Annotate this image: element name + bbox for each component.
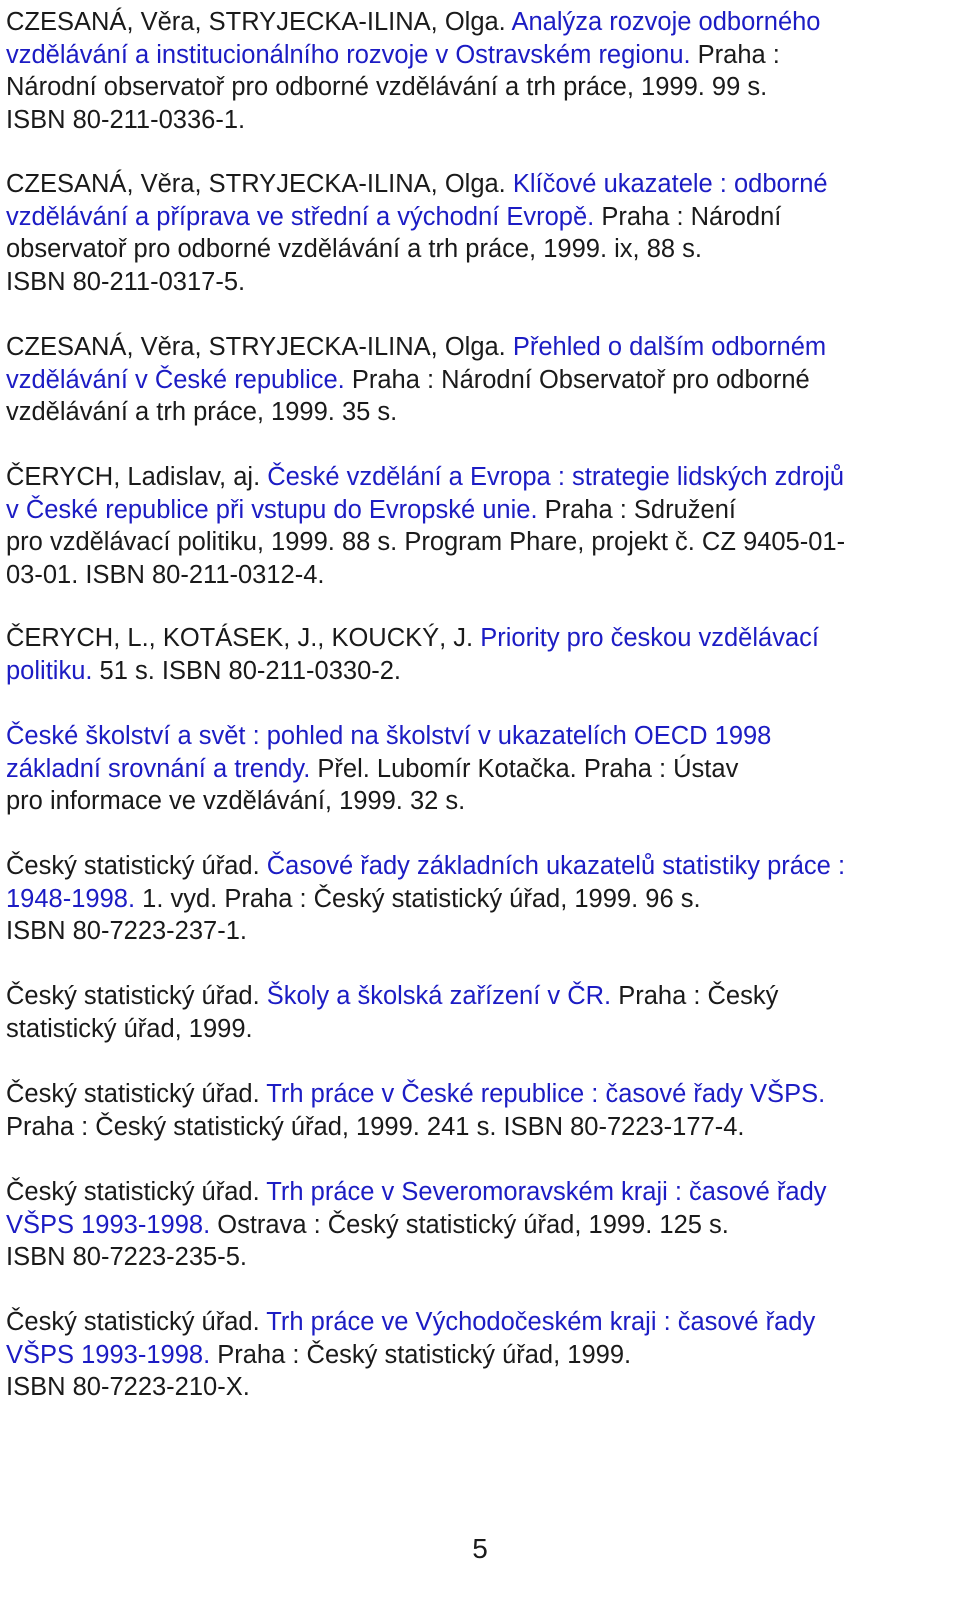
citation-text: ISBN 80-7223-237-1. xyxy=(6,917,247,945)
entry-line xyxy=(6,1371,952,1404)
page-number: 5 xyxy=(472,1533,488,1564)
citation-text: ISBN 80-211-0336-1. xyxy=(6,105,246,134)
bibliography-entry xyxy=(6,1078,952,1143)
citation-text: Praha : Sdružení xyxy=(537,495,736,524)
citation-text: ISBN 80-7223-235-5. xyxy=(6,1243,247,1271)
citation-text: Národní observatoř pro odborné vzdělávání a trh práce, 1999. 99 s. xyxy=(6,73,768,101)
citation-text: CZESANÁ, Věra, STRYJECKA-ILINA, Olga. xyxy=(6,8,512,36)
citation-text: Ostrava : Český statistický úřad, 1999. 125 s. xyxy=(210,1210,729,1239)
citation-text: ČERYCH, Ladislav, aj. xyxy=(6,463,268,491)
entry-line xyxy=(6,1241,952,1274)
citation-text: Český statistický úřad. xyxy=(6,1178,267,1206)
entry-line xyxy=(6,104,952,137)
citation-text: 51 s. ISBN 80-211-0330-2. xyxy=(92,656,402,685)
entry-line xyxy=(6,850,952,883)
citation-text: Český statistický úřad. xyxy=(6,1308,267,1336)
title-link[interactable]: vzdělávání a institucionálního rozvoje v Ostravském regionu. xyxy=(6,40,691,69)
title-link[interactable]: vzdělávání v České republice. xyxy=(6,365,345,394)
entry-line xyxy=(6,461,952,494)
citation-text: Český statistický úřad. xyxy=(6,982,267,1010)
entry-line xyxy=(6,622,952,655)
title-link[interactable]: 1948-1998. xyxy=(6,884,136,913)
entry-line xyxy=(6,720,952,753)
citation-text: Praha : Český statistický úřad, 1999. xyxy=(210,1340,632,1369)
entry-line xyxy=(6,233,952,266)
entry-line xyxy=(6,364,952,397)
title-link[interactable]: vzdělávání a příprava ve střední a východní Evropě. xyxy=(6,202,595,231)
entry-line xyxy=(6,201,952,234)
title-link[interactable]: Priority pro českou vzdělávací xyxy=(480,624,819,652)
citation-text: statistický úřad, 1999. xyxy=(6,1014,253,1043)
title-link[interactable]: Trh práce v Severomoravském kraji : časové řady xyxy=(266,1178,827,1206)
entry-line xyxy=(6,559,952,592)
bibliography-entry xyxy=(6,331,952,429)
entry-line xyxy=(6,1013,952,1046)
entry-line xyxy=(6,266,952,299)
bibliography-entry xyxy=(6,720,952,818)
citation-text: Praha : Národní xyxy=(594,202,782,231)
citation-text: pro vzdělávací politiku, 1999. 88 s. Program Phare, projekt č. CZ 9405-01- xyxy=(6,528,846,556)
entry-line xyxy=(6,526,952,559)
title-link[interactable]: Přehled o dalším odborném xyxy=(512,333,827,361)
entry-line xyxy=(6,1111,952,1144)
citation-text: vzdělávání a trh práce, 1999. 35 s. xyxy=(6,398,398,426)
title-link[interactable]: základní srovnání a trendy. xyxy=(6,754,311,783)
entry-line xyxy=(6,655,952,688)
citation-text: 03-01. ISBN 80-211-0312-4. xyxy=(6,560,325,589)
title-link[interactable]: Analýza rozvoje odborného xyxy=(511,8,821,36)
citation-text: pro informace ve vzdělávání, 1999. 32 s. xyxy=(6,787,466,815)
citation-text: observatoř pro odborné vzdělávání a trh práce, 1999. ix, 88 s. xyxy=(6,235,702,263)
citation-text: Český statistický úřad. xyxy=(6,1080,267,1108)
citation-text: Praha : Národní Observatoř pro odborné xyxy=(344,365,810,394)
title-link[interactable]: Klíčové ukazatele : odborné xyxy=(512,170,828,198)
entry-line xyxy=(6,494,952,527)
title-link[interactable]: politiku. xyxy=(6,656,93,685)
entry-line xyxy=(6,1209,952,1242)
entry-line xyxy=(6,168,952,201)
bibliography-entry xyxy=(6,850,952,948)
entry-line xyxy=(6,883,952,916)
title-link[interactable]: v České republice při vstupu do Evropské unie. xyxy=(6,495,538,524)
title-link[interactable]: Trh práce ve Východočeském kraji : časové řady xyxy=(266,1308,816,1336)
title-link[interactable]: Časové řady základních ukazatelů statistiky práce : xyxy=(266,852,846,880)
entry-line xyxy=(6,753,952,786)
citation-text: CZESANÁ, Věra, STRYJECKA-ILINA, Olga. xyxy=(6,333,513,361)
entry-line xyxy=(6,71,952,104)
title-link[interactable]: VŠPS 1993-1998. xyxy=(6,1210,211,1239)
bibliography-entry xyxy=(6,622,952,687)
title-link[interactable]: České školství a svět : pohled na školství v ukazatelích OECD 1998 xyxy=(6,722,772,750)
entry-line xyxy=(6,1176,952,1209)
citation-text: 1. vyd. Praha : Český statistický úřad, 1999. 96 s. xyxy=(135,884,701,913)
entry-line xyxy=(6,785,952,818)
entry-line xyxy=(6,6,952,39)
bibliography-entry xyxy=(6,980,952,1045)
entry-line xyxy=(6,39,952,72)
entry-line xyxy=(6,1339,952,1372)
citation-text: Český statistický úřad. xyxy=(6,852,267,880)
title-link[interactable]: České vzdělání a Evropa : strategie lidských zdrojů xyxy=(267,463,845,491)
citation-text: Přel. Lubomír Kotačka. Praha : Ústav xyxy=(310,754,739,783)
citation-text: ISBN 80-7223-210-X. xyxy=(6,1373,250,1401)
citation-text: Praha : Český xyxy=(611,982,779,1010)
entry-line xyxy=(6,1306,952,1339)
entry-line xyxy=(6,980,952,1013)
title-link[interactable]: VŠPS 1993-1998. xyxy=(6,1340,211,1369)
citation-text: Praha : xyxy=(690,40,780,69)
title-link[interactable]: Školy a školská zařízení v ČR. xyxy=(266,982,612,1010)
entry-line xyxy=(6,1078,952,1111)
bibliography-entry xyxy=(6,6,952,136)
citation-text: ČERYCH, L., KOTÁSEK, J., KOUCKÝ, J. xyxy=(6,624,481,652)
entry-line xyxy=(6,331,952,364)
bibliography-entry xyxy=(6,1306,952,1404)
citation-text: CZESANÁ, Věra, STRYJECKA-ILINA, Olga. xyxy=(6,170,513,198)
entry-line xyxy=(6,396,952,429)
citation-text: ISBN 80-211-0317-5. xyxy=(6,267,246,296)
bibliography-entry xyxy=(6,461,952,591)
citation-text: Praha : Český statistický úřad, 1999. 241 s. ISBN 80-7223-177-4. xyxy=(6,1112,745,1141)
title-link[interactable]: Trh práce v České republice : časové řady VŠPS. xyxy=(266,1080,826,1108)
entry-line xyxy=(6,915,952,948)
bibliography-entry xyxy=(6,168,952,298)
bibliography-entry xyxy=(6,1176,952,1274)
